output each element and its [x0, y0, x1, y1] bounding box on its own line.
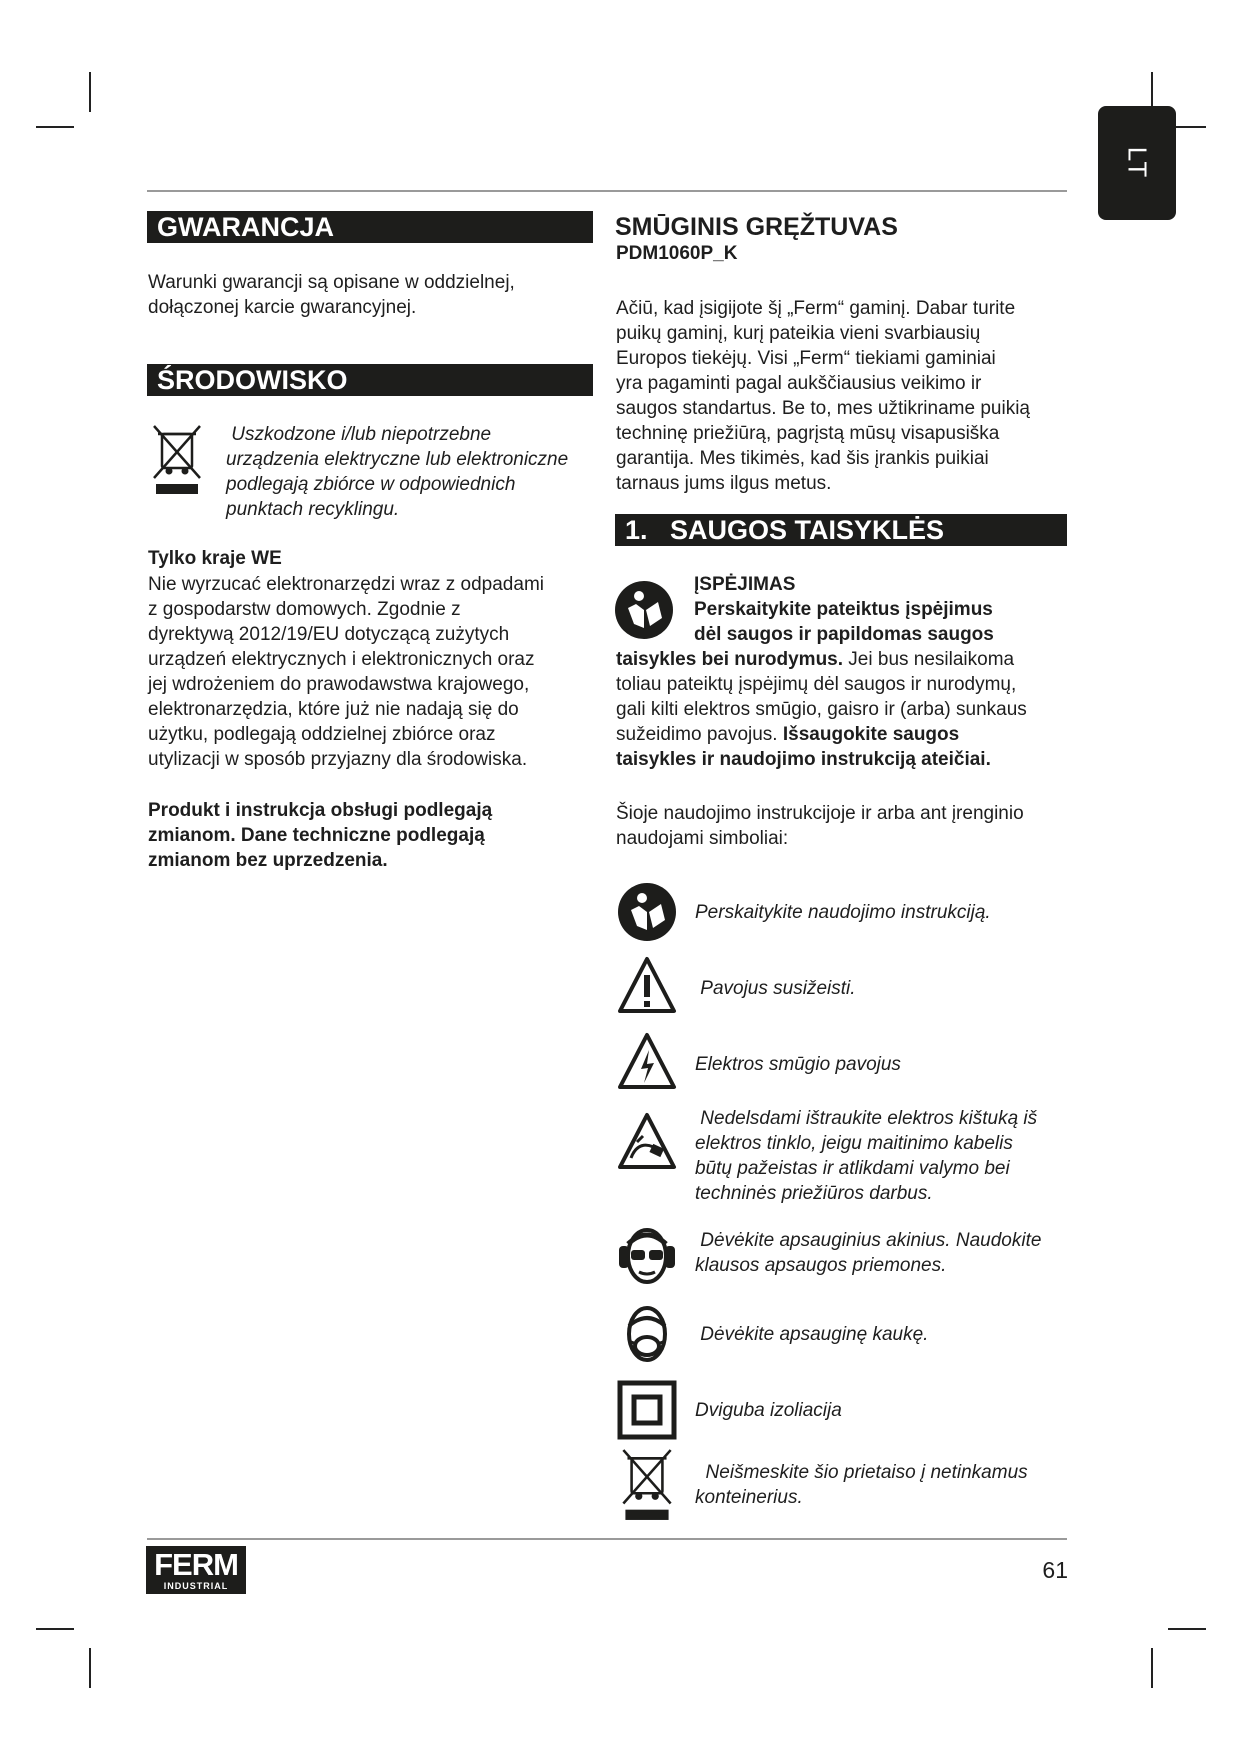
symbol-text: Dėvėkite apsauginę kaukę. — [695, 1324, 929, 1345]
symbol-row-unplug — [617, 1106, 1067, 1206]
top-rule — [147, 190, 1067, 192]
symbol-text: Perskaitykite naudojimo instrukciją. — [695, 902, 991, 923]
symbol-text: Neišmeskite šio prietaiso į netinkamus konteinerius. — [695, 1462, 1028, 1508]
ferm-logo — [146, 1546, 246, 1594]
product-title: SMŪGINIS GRĘŽTUVAS — [615, 213, 898, 241]
eu-title: Tylko kraje WE — [148, 548, 282, 569]
symbol-row-warning — [617, 956, 1067, 1016]
symbol-row-electric — [617, 1032, 1067, 1092]
logo-main: FERM — [154, 1547, 238, 1582]
logo-sub: INDUSTRIAL — [163, 1581, 229, 1591]
symbol-text: Dviguba izoliacija — [695, 1400, 842, 1421]
warning-triangle-icon — [617, 956, 677, 1014]
bottom-rule — [147, 1538, 1067, 1540]
change-notice: Produkt i instrukcja obsługi podlegają zmianom. Dane techniczne podlegają zmianom bez uprzedzenia. — [148, 800, 493, 871]
saugos-heading: 1. SAUGOS TAISYKLĖS — [615, 514, 1067, 546]
language-tab — [1098, 106, 1176, 220]
electric-shock-icon — [617, 1032, 677, 1090]
weee-bin-icon — [150, 424, 204, 496]
symbols-intro: Šioje naudojimo instrukcijoje ir arba ant įrenginio naudojami simboliai: — [616, 803, 1024, 849]
symbol-text: Nedelsdami ištraukite elektros kištuką iš elektros tinklo, jeigu maitinimo kabelis būtų pažeistas ir atlikdami valymo bei techninės priežiūros darbus. — [695, 1108, 1038, 1204]
symbol-text: Dėvėkite apsauginius akinius. Naudokite klausos apsaugos priemones. — [695, 1230, 1042, 1276]
symbol-row-double-insulation — [617, 1380, 1067, 1440]
gwarancja-heading: GWARANCJA — [147, 211, 593, 243]
dust-mask-icon — [617, 1302, 677, 1366]
crop-mark — [36, 1628, 74, 1630]
warning-title: ĮSPĖJIMAS — [694, 574, 796, 595]
language-tab-label: LT — [1122, 146, 1153, 180]
srodowisko-heading: ŚRODOWISKO — [147, 364, 593, 396]
crop-mark — [1168, 1628, 1206, 1630]
symbol-row-goggles — [617, 1224, 1067, 1288]
crop-mark — [89, 1648, 91, 1688]
warning-bold-line2: dėl saugos ir papildomas saugos — [694, 624, 994, 645]
warning-bold-line1: Perskaitykite pateiktus įspėjimus — [694, 599, 993, 620]
weee-text: Uszkodzone i/lub niepotrzebne urządzenia elektryczne lub elektroniczne podlegają zbiórce w odpowiednich punktach recyklingu. — [226, 424, 569, 520]
read-manual-icon — [617, 882, 677, 942]
crop-mark — [89, 72, 91, 112]
intro-text: Ačiū, kad įsigijote šį „Ferm“ gaminį. Dabar turite puikų gaminį, kurį pateikia vieni svarbiausių Europos tiekėjų. Visi „Ferm“ tiekiami gaminiai yra pagaminti pagal aukščiausius veikimo ir saugos standartus. Be to, mes užtikriname puikią techninę priežiūrą, pagrįstą mūsų visapusiška garantija. Mes tikimės, kad šis įrankis puikiai tarnaus jums ilgus metus. — [616, 298, 1030, 494]
gwarancja-text: Warunki gwarancji są opisane w oddzielnej, dołączonej karcie gwarancyjnej. — [148, 272, 515, 318]
symbol-text: Pavojus susižeisti. — [695, 978, 856, 999]
model-number: PDM1060P_K — [616, 243, 738, 264]
warning-body: taisykles bei nurodymus. Jei bus nesilaikoma toliau pateiktų įspėjimų dėl saugos ir nurodymų, gali kilti elektros smūgio, gaisro ir (arba) sunkaus sužeidimo pavojus. Išsaugokite saugos taisykles ir naudojimo instrukciją ateičiai. — [616, 649, 1027, 770]
crop-mark — [1151, 1648, 1153, 1688]
page-number: 61 — [1042, 1557, 1068, 1583]
symbol-text: Elektros smūgio pavojus — [695, 1054, 901, 1075]
eu-text: Nie wyrzucać elektronarzędzi wraz z odpadami z gospodarstw domowych. Zgodnie z dyrektywą 2012/19/EU dotyczącą zużytych urządzeń elektrycznych i elektronicznych oraz jej wdrożeniem do prawodawstwa krajowego, elektronarzędzia, które już nie nadają się do użytku, podlegają oddzielnej zbiórce oraz utylizacji w sposób przyjazny dla środowiska. — [148, 574, 544, 770]
symbol-row-mask — [617, 1302, 1067, 1366]
unplug-icon — [617, 1112, 677, 1170]
read-manual-icon — [614, 580, 674, 640]
symbol-row-read-manual — [617, 882, 1067, 942]
symbol-row-weee — [617, 1448, 1067, 1524]
goggles-ear-protection-icon — [617, 1224, 677, 1288]
crop-mark — [36, 126, 74, 128]
weee-bin-icon — [617, 1448, 677, 1522]
double-insulation-icon — [617, 1380, 677, 1440]
